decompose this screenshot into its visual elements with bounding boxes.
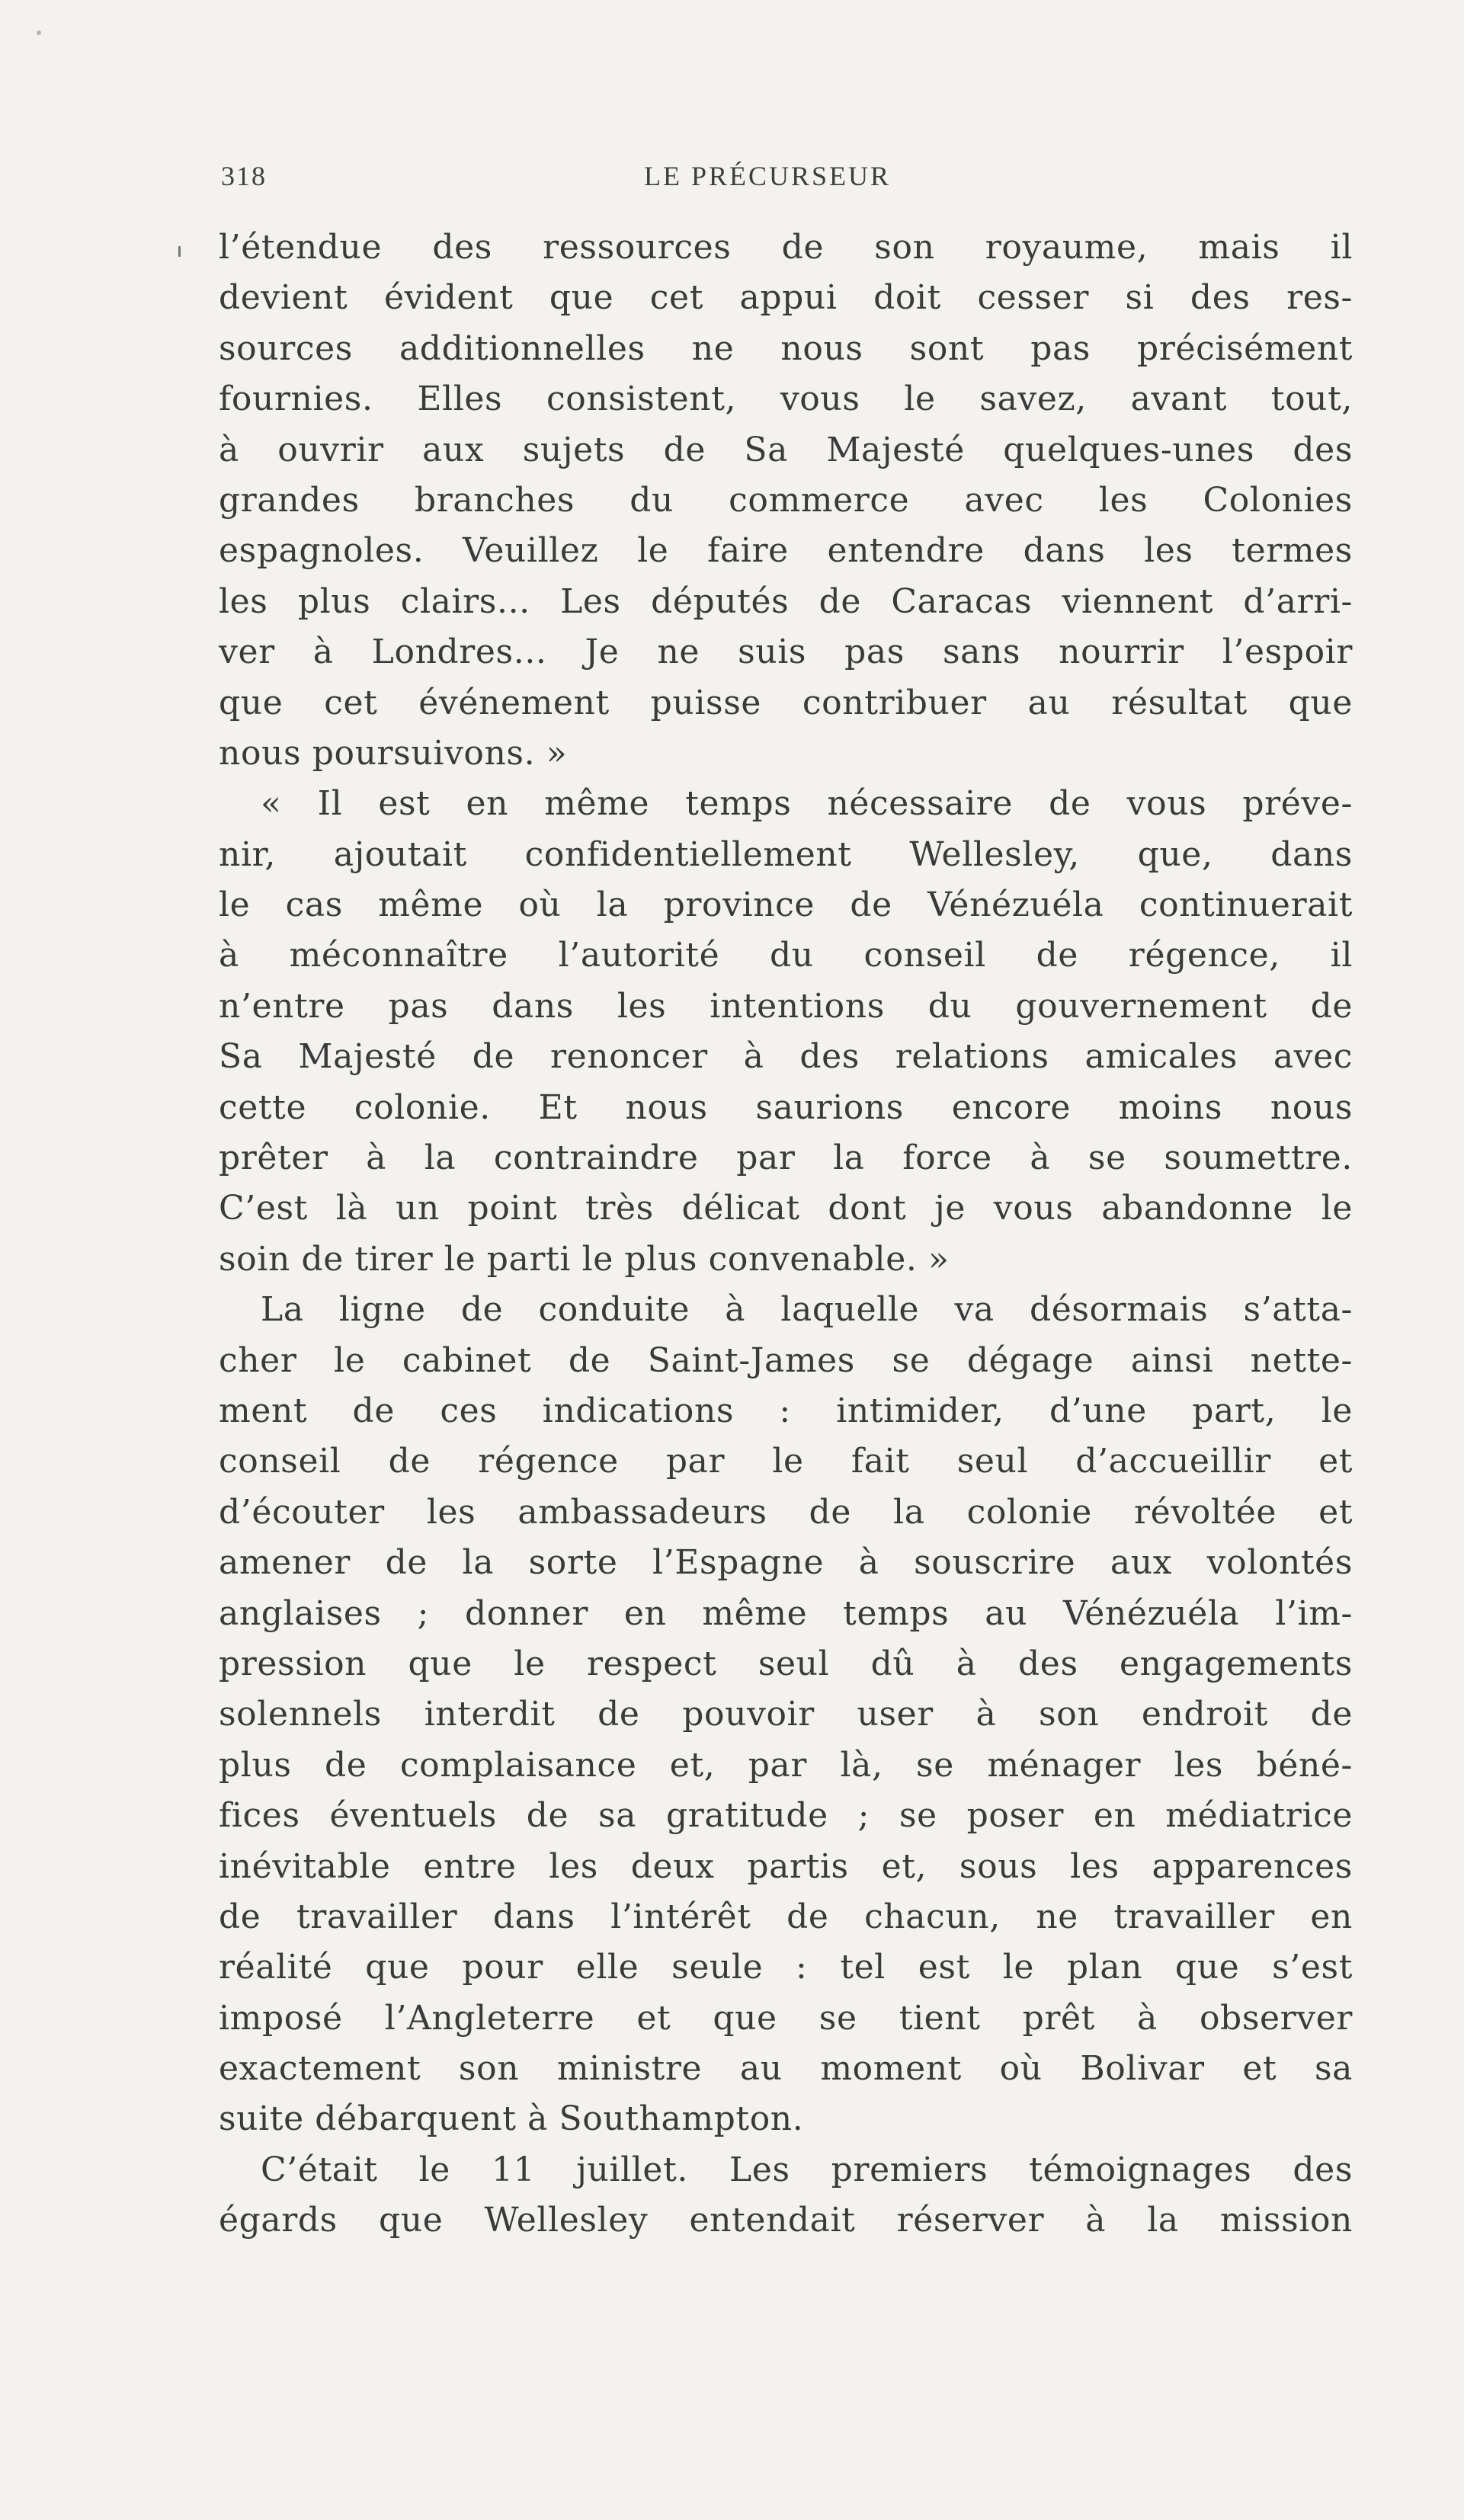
text-line: fices éventuels de sa gratitude ; se poser en médiatrice xyxy=(219,1796,1353,1836)
running-head xyxy=(221,160,1349,198)
text-line: C’est là un point très délicat dont je vous abandonne le xyxy=(219,1189,1353,1228)
text-line: n’entre pas dans les intentions du gouvernement de xyxy=(219,986,1353,1026)
text-line: ment de ces indications : intimider, d’une part, le xyxy=(219,1391,1353,1430)
text-line: ver à Londres... Je ne suis pas sans nourrir l’espoir xyxy=(219,632,1353,672)
body-text xyxy=(219,223,1353,2246)
text-line: grandes branches du commerce avec les Colonies xyxy=(219,480,1353,520)
text-line: nir, ajoutait confidentiellement Wellesley, que, dans xyxy=(219,834,1353,874)
text-line: à méconnaître l’autorité du conseil de régence, il xyxy=(219,936,1353,975)
text-line: cher le cabinet de Saint-James se dégage ainsi nette- xyxy=(219,1340,1353,1380)
text-line: à ouvrir aux sujets de Sa Majesté quelques-unes des xyxy=(219,430,1353,469)
text-line: Sa Majesté de renoncer à des relations amicales avec xyxy=(219,1037,1353,1077)
text-line: anglaises ; donner en même temps au Vénézuéla l’im- xyxy=(219,1593,1353,1633)
text-line: imposé l’Angleterre et que se tient prêt à observer xyxy=(219,1998,1353,2038)
text-line: prêter à la contraindre par la force à se soumettre. xyxy=(219,1138,1353,1178)
text-line: inévitable entre les deux partis et, sous les apparences xyxy=(219,1846,1353,1886)
text-line: solennels interdit de pouvoir user à son endroit de xyxy=(219,1695,1353,1734)
text-line: d’écouter les ambassadeurs de la colonie révoltée et xyxy=(219,1492,1353,1532)
text-line: les plus clairs... Les députés de Caracas viennent d’arri- xyxy=(219,581,1353,621)
text-line: fournies. Elles consistent, vous le savez, avant tout, xyxy=(219,379,1353,419)
text-line: amener de la sorte l’Espagne à souscrire aux volontés xyxy=(219,1543,1353,1583)
text-line: de travailler dans l’intérêt de chacun, ne travailler en xyxy=(219,1897,1353,1936)
text-line: pression que le respect seul dû à des engagements xyxy=(219,1644,1353,1683)
page-number: 318 xyxy=(221,161,267,191)
text-line: l’étendue des ressources de son royaume, mais il xyxy=(219,228,1353,267)
text-line: que cet événement puisse contribuer au résultat que xyxy=(219,683,1353,722)
text-line: égards que Wellesley entendait réserver à la mission xyxy=(219,2201,1353,2240)
paper-speck xyxy=(37,30,41,35)
text-line: La ligne de conduite à laquelle va désormais s’atta- xyxy=(261,1290,1353,1330)
text-line: cette colonie. Et nous saurions encore moins nous xyxy=(219,1087,1353,1127)
margin-mark xyxy=(178,246,181,257)
running-title: LE PRÉCURSEUR xyxy=(644,161,892,191)
text-line: espagnoles. Veuillez le faire entendre dans les termes xyxy=(219,531,1353,571)
text-line: C’était le 11 juillet. Les premiers témoignages des xyxy=(261,2150,1353,2189)
text-line: devient évident que cet appui doit cesser si des res- xyxy=(219,278,1353,318)
text-line: réalité que pour elle seule : tel est le plan que s’est xyxy=(219,1948,1353,1987)
text-line: nous poursuivons. » xyxy=(219,733,568,773)
text-line: plus de complaisance et, par là, se ménager les béné- xyxy=(219,1745,1353,1785)
text-line: suite débarquent à Southampton. xyxy=(219,2099,804,2139)
text-line: soin de tirer le parti le plus convenable. » xyxy=(219,1239,950,1279)
text-line: sources additionnelles ne nous sont pas précisément xyxy=(219,328,1353,368)
text-line: conseil de régence par le fait seul d’accueillir et xyxy=(219,1442,1353,1481)
text-line: exactement son ministre au moment où Bolivar et sa xyxy=(219,2049,1353,2089)
text-line: « Il est en même temps nécessaire de vous préve- xyxy=(261,784,1353,824)
text-line: le cas même où la province de Vénézuéla continuerait xyxy=(219,885,1353,925)
